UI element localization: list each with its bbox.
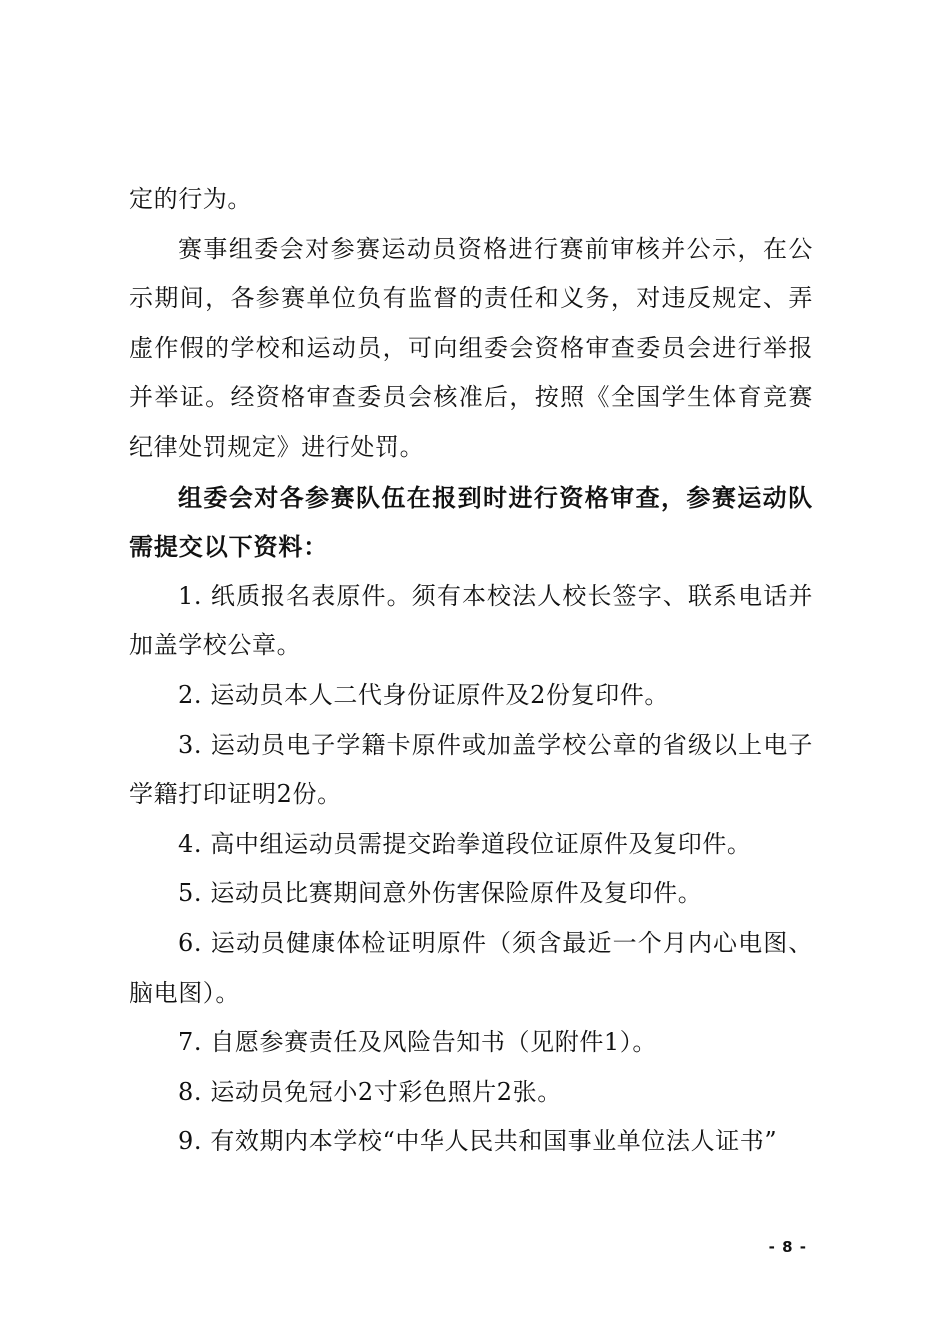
page-number: - 8 - (768, 1238, 807, 1256)
list-item-7: 7. 自愿参赛责任及风险告知书（见附件1）。 (178, 1028, 657, 1057)
list-item-5: 5. 运动员比赛期间意外伤害保险原件及复印件。 (178, 879, 703, 908)
paragraph-required-materials-heading: 组委会对各参赛队伍在报到时进行资格审查，参赛运动队需提交以下资料： (129, 482, 813, 562)
list-item-9: 9. 有效期内本学校“中华人民共和国事业单位法人证书” (178, 1127, 778, 1156)
list-item-4: 4. 高中组运动员需提交跆拳道段位证原件及复印件。 (178, 829, 752, 858)
list-item-1: 1. 纸质报名表原件。须有本校法人校长签字、联系电话并加盖学校公章。 (129, 581, 813, 660)
list-item-6: 6. 运动员健康体检证明原件（须含最近一个月内心电图、脑电图）。 (129, 928, 813, 1007)
list-item-2: 2. 运动员本人二代身份证原件及2份复印件。 (178, 680, 669, 709)
paragraph-continuation: 定的行为。 (129, 185, 252, 213)
document-body (129, 175, 813, 1167)
list-item-3: 3. 运动员电子学籍卡原件或加盖学校公章的省级以上电子学籍打印证明2份。 (129, 730, 813, 809)
paragraph-eligibility-review: 赛事组委会对参赛运动员资格进行赛前审核并公示，在公示期间，各参赛单位负有监督的责任和义务，对违反规定、弄虚作假的学校和运动员，可向组委会资格审查委员会进行举报并举证。经资格审查委员会核准后，按照《全国学生体育竞赛纪律处罚规定》进行处罚。 (129, 234, 813, 461)
list-item-8: 8. 运动员免冠小2寸彩色照片2张。 (178, 1077, 562, 1106)
